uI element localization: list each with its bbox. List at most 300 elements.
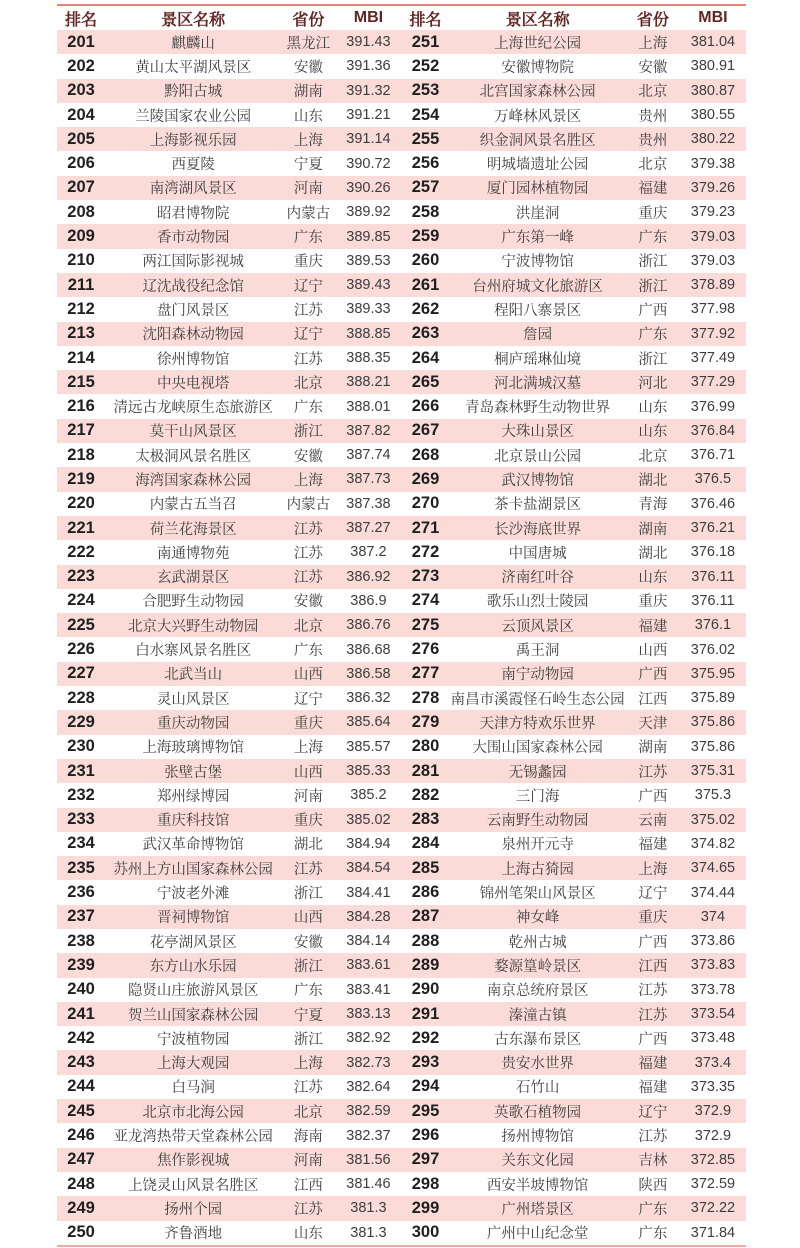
rank-cell-left: 239 bbox=[57, 953, 105, 977]
site-name-cell-right: 台州府城文化旅游区 bbox=[450, 273, 626, 297]
rank-cell-right: 291 bbox=[401, 1002, 449, 1026]
province-cell-left: 辽宁 bbox=[281, 273, 335, 297]
rank-cell-left: 228 bbox=[57, 686, 105, 710]
site-name-cell-left: 东方山水乐园 bbox=[105, 953, 281, 977]
site-name-cell-left: 兰陵国家农业公园 bbox=[105, 103, 281, 127]
site-name-cell-right: 大珠山景区 bbox=[450, 419, 626, 443]
table-row bbox=[57, 79, 746, 103]
rank-cell-left: 244 bbox=[57, 1075, 105, 1099]
table-row bbox=[57, 322, 746, 346]
table-row bbox=[57, 151, 746, 175]
rank-cell-left: 232 bbox=[57, 783, 105, 807]
mbi-cell-right: 376.11 bbox=[680, 589, 746, 613]
mbi-cell-right: 373.83 bbox=[680, 953, 746, 977]
rank-cell-left: 234 bbox=[57, 832, 105, 856]
rank-cell-left: 205 bbox=[57, 127, 105, 151]
province-cell-left: 江苏 bbox=[281, 1075, 335, 1099]
rank-cell-right: 279 bbox=[401, 710, 449, 734]
table-row bbox=[57, 808, 746, 832]
rank-cell-right: 260 bbox=[401, 249, 449, 273]
rank-cell-left: 230 bbox=[57, 735, 105, 759]
mbi-cell-left: 391.43 bbox=[335, 30, 401, 54]
rank-cell-left: 247 bbox=[57, 1148, 105, 1172]
table-row bbox=[57, 127, 746, 151]
site-name-cell-left: 海湾国家森林公园 bbox=[105, 467, 281, 491]
rank-cell-right: 261 bbox=[401, 273, 449, 297]
site-name-cell-right: 英歌石植物园 bbox=[450, 1099, 626, 1123]
rank-cell-right: 288 bbox=[401, 929, 449, 953]
province-cell-left: 山东 bbox=[281, 103, 335, 127]
mbi-cell-right: 373.35 bbox=[680, 1075, 746, 1099]
mbi-cell-left: 391.36 bbox=[335, 54, 401, 78]
site-name-cell-left: 合肥野生动物园 bbox=[105, 589, 281, 613]
mbi-cell-right: 373.78 bbox=[680, 978, 746, 1002]
mbi-cell-right: 374.65 bbox=[680, 856, 746, 880]
table-row bbox=[57, 1026, 746, 1050]
table-row bbox=[57, 370, 746, 394]
rank-cell-right: 253 bbox=[401, 79, 449, 103]
rank-cell-right: 256 bbox=[401, 151, 449, 175]
site-name-cell-left: 北武当山 bbox=[105, 662, 281, 686]
mbi-cell-left: 385.33 bbox=[335, 759, 401, 783]
site-name-cell-left: 重庆科技馆 bbox=[105, 808, 281, 832]
mbi-cell-left: 381.56 bbox=[335, 1148, 401, 1172]
rank-cell-left: 203 bbox=[57, 79, 105, 103]
province-cell-right: 北京 bbox=[626, 79, 680, 103]
province-cell-left: 内蒙古 bbox=[281, 492, 335, 516]
mbi-cell-right: 380.22 bbox=[680, 127, 746, 151]
province-cell-left: 江苏 bbox=[281, 346, 335, 370]
mbi-cell-right: 372.22 bbox=[680, 1196, 746, 1220]
site-name-cell-left: 太极洞风景名胜区 bbox=[105, 443, 281, 467]
table-row bbox=[57, 783, 746, 807]
site-name-cell-left: 灵山风景区 bbox=[105, 686, 281, 710]
site-name-cell-right: 詹园 bbox=[450, 322, 626, 346]
header-name-right: 景区名称 bbox=[450, 6, 626, 30]
province-cell-right: 福建 bbox=[626, 1075, 680, 1099]
mbi-cell-right: 374.82 bbox=[680, 832, 746, 856]
province-cell-right: 上海 bbox=[626, 856, 680, 880]
table-row bbox=[57, 467, 746, 491]
site-name-cell-right: 北京景山公园 bbox=[450, 443, 626, 467]
mbi-cell-left: 382.73 bbox=[335, 1050, 401, 1074]
rank-cell-left: 222 bbox=[57, 540, 105, 564]
mbi-cell-left: 389.33 bbox=[335, 297, 401, 321]
table-row bbox=[57, 880, 746, 904]
table-row bbox=[57, 565, 746, 589]
site-name-cell-left: 齐鲁酒地 bbox=[105, 1221, 281, 1245]
rank-cell-right: 271 bbox=[401, 516, 449, 540]
rank-cell-right: 297 bbox=[401, 1148, 449, 1172]
rank-cell-left: 242 bbox=[57, 1026, 105, 1050]
mbi-cell-left: 382.92 bbox=[335, 1026, 401, 1050]
province-cell-left: 江西 bbox=[281, 1172, 335, 1196]
province-cell-right: 浙江 bbox=[626, 346, 680, 370]
rank-cell-right: 262 bbox=[401, 297, 449, 321]
mbi-cell-left: 381.3 bbox=[335, 1221, 401, 1245]
rank-cell-right: 266 bbox=[401, 394, 449, 418]
site-name-cell-right: 长沙海底世界 bbox=[450, 516, 626, 540]
province-cell-left: 内蒙古 bbox=[281, 200, 335, 224]
mbi-cell-left: 387.73 bbox=[335, 467, 401, 491]
mbi-cell-right: 375.86 bbox=[680, 735, 746, 759]
site-name-cell-left: 花亭湖风景区 bbox=[105, 929, 281, 953]
mbi-cell-right: 373.54 bbox=[680, 1002, 746, 1026]
table-row bbox=[57, 1050, 746, 1074]
mbi-cell-left: 382.64 bbox=[335, 1075, 401, 1099]
rank-cell-right: 265 bbox=[401, 370, 449, 394]
table-row bbox=[57, 492, 746, 516]
table-row bbox=[57, 1123, 746, 1147]
province-cell-right: 陕西 bbox=[626, 1172, 680, 1196]
province-cell-right: 重庆 bbox=[626, 200, 680, 224]
ranking-table bbox=[57, 6, 746, 1245]
province-cell-right: 江苏 bbox=[626, 1002, 680, 1026]
site-name-cell-right: 茶卡盐湖景区 bbox=[450, 492, 626, 516]
rank-cell-right: 300 bbox=[401, 1221, 449, 1245]
site-name-cell-right: 锦州笔架山风景区 bbox=[450, 880, 626, 904]
mbi-cell-left: 386.9 bbox=[335, 589, 401, 613]
province-cell-left: 河南 bbox=[281, 176, 335, 200]
province-cell-left: 宁夏 bbox=[281, 151, 335, 175]
province-cell-right: 广东 bbox=[626, 224, 680, 248]
rank-cell-left: 207 bbox=[57, 176, 105, 200]
province-cell-right: 广东 bbox=[626, 1196, 680, 1220]
site-name-cell-left: 北京大兴野生动物园 bbox=[105, 613, 281, 637]
mbi-cell-right: 375.02 bbox=[680, 808, 746, 832]
mbi-cell-left: 384.94 bbox=[335, 832, 401, 856]
province-cell-right: 湖南 bbox=[626, 516, 680, 540]
mbi-cell-right: 380.55 bbox=[680, 103, 746, 127]
rank-cell-left: 225 bbox=[57, 613, 105, 637]
province-cell-left: 上海 bbox=[281, 735, 335, 759]
header-rank-left: 排名 bbox=[57, 6, 105, 30]
site-name-cell-right: 河北满城汉墓 bbox=[450, 370, 626, 394]
mbi-cell-left: 390.26 bbox=[335, 176, 401, 200]
header-rank-right: 排名 bbox=[401, 6, 449, 30]
site-name-cell-right: 古东瀑布景区 bbox=[450, 1026, 626, 1050]
mbi-cell-left: 384.54 bbox=[335, 856, 401, 880]
mbi-cell-right: 379.23 bbox=[680, 200, 746, 224]
site-name-cell-left: 盘门风景区 bbox=[105, 297, 281, 321]
table-row bbox=[57, 54, 746, 78]
mbi-cell-right: 376.71 bbox=[680, 443, 746, 467]
site-name-cell-right: 织金洞风景名胜区 bbox=[450, 127, 626, 151]
province-cell-right: 江西 bbox=[626, 686, 680, 710]
mbi-cell-left: 386.32 bbox=[335, 686, 401, 710]
mbi-cell-left: 385.2 bbox=[335, 783, 401, 807]
rank-cell-right: 284 bbox=[401, 832, 449, 856]
mbi-cell-left: 382.37 bbox=[335, 1123, 401, 1147]
site-name-cell-left: 南通博物苑 bbox=[105, 540, 281, 564]
rank-cell-left: 238 bbox=[57, 929, 105, 953]
rank-cell-right: 293 bbox=[401, 1050, 449, 1074]
site-name-cell-left: 隐贤山庄旅游风景区 bbox=[105, 978, 281, 1002]
site-name-cell-left: 上海大观园 bbox=[105, 1050, 281, 1074]
rank-cell-right: 264 bbox=[401, 346, 449, 370]
rank-cell-right: 276 bbox=[401, 637, 449, 661]
rank-cell-left: 209 bbox=[57, 224, 105, 248]
rank-cell-right: 280 bbox=[401, 735, 449, 759]
rank-cell-right: 273 bbox=[401, 565, 449, 589]
table-row bbox=[57, 637, 746, 661]
province-cell-left: 浙江 bbox=[281, 419, 335, 443]
rank-cell-left: 218 bbox=[57, 443, 105, 467]
table-row bbox=[57, 394, 746, 418]
table-row bbox=[57, 419, 746, 443]
rank-cell-left: 226 bbox=[57, 637, 105, 661]
rank-cell-left: 213 bbox=[57, 322, 105, 346]
table-row bbox=[57, 103, 746, 127]
rank-cell-left: 241 bbox=[57, 1002, 105, 1026]
site-name-cell-right: 西安半坡博物馆 bbox=[450, 1172, 626, 1196]
province-cell-left: 湖南 bbox=[281, 79, 335, 103]
site-name-cell-right: 万峰林风景区 bbox=[450, 103, 626, 127]
province-cell-left: 安徽 bbox=[281, 54, 335, 78]
province-cell-left: 辽宁 bbox=[281, 322, 335, 346]
table-row bbox=[57, 1002, 746, 1026]
province-cell-right: 上海 bbox=[626, 30, 680, 54]
province-cell-left: 重庆 bbox=[281, 808, 335, 832]
rank-cell-right: 251 bbox=[401, 30, 449, 54]
mbi-cell-right: 375.95 bbox=[680, 662, 746, 686]
mbi-cell-right: 372.9 bbox=[680, 1099, 746, 1123]
site-name-cell-right: 南昌市溪霞怪石岭生态公园 bbox=[450, 686, 626, 710]
rank-cell-left: 215 bbox=[57, 370, 105, 394]
province-cell-left: 江苏 bbox=[281, 856, 335, 880]
rank-cell-left: 249 bbox=[57, 1196, 105, 1220]
site-name-cell-right: 婺源篁岭景区 bbox=[450, 953, 626, 977]
rank-cell-left: 206 bbox=[57, 151, 105, 175]
mbi-cell-left: 391.21 bbox=[335, 103, 401, 127]
mbi-cell-right: 376.11 bbox=[680, 565, 746, 589]
mbi-cell-left: 388.01 bbox=[335, 394, 401, 418]
rank-cell-right: 298 bbox=[401, 1172, 449, 1196]
province-cell-left: 海南 bbox=[281, 1123, 335, 1147]
rank-cell-right: 292 bbox=[401, 1026, 449, 1050]
rank-cell-left: 201 bbox=[57, 30, 105, 54]
table-row bbox=[57, 759, 746, 783]
province-cell-left: 山西 bbox=[281, 662, 335, 686]
mbi-cell-right: 372.9 bbox=[680, 1123, 746, 1147]
table-row bbox=[57, 905, 746, 929]
rank-cell-right: 286 bbox=[401, 880, 449, 904]
province-cell-left: 湖北 bbox=[281, 832, 335, 856]
site-name-cell-left: 西夏陵 bbox=[105, 151, 281, 175]
province-cell-right: 江苏 bbox=[626, 978, 680, 1002]
province-cell-left: 河南 bbox=[281, 783, 335, 807]
province-cell-left: 广东 bbox=[281, 394, 335, 418]
province-cell-left: 安徽 bbox=[281, 589, 335, 613]
province-cell-left: 重庆 bbox=[281, 249, 335, 273]
site-name-cell-left: 扬州个园 bbox=[105, 1196, 281, 1220]
province-cell-right: 山东 bbox=[626, 565, 680, 589]
rank-cell-right: 294 bbox=[401, 1075, 449, 1099]
province-cell-left: 北京 bbox=[281, 1099, 335, 1123]
header-mbi-left: MBI bbox=[335, 6, 401, 30]
rank-cell-right: 263 bbox=[401, 322, 449, 346]
table-row bbox=[57, 273, 746, 297]
rank-cell-right: 295 bbox=[401, 1099, 449, 1123]
site-name-cell-right: 云南野生动物园 bbox=[450, 808, 626, 832]
province-cell-right: 吉林 bbox=[626, 1148, 680, 1172]
site-name-cell-left: 白马涧 bbox=[105, 1075, 281, 1099]
site-name-cell-left: 上海影视乐园 bbox=[105, 127, 281, 151]
mbi-cell-right: 375.3 bbox=[680, 783, 746, 807]
rank-cell-right: 281 bbox=[401, 759, 449, 783]
site-name-cell-left: 焦作影视城 bbox=[105, 1148, 281, 1172]
rank-cell-left: 210 bbox=[57, 249, 105, 273]
site-name-cell-right: 天津方特欢乐世界 bbox=[450, 710, 626, 734]
mbi-cell-right: 380.87 bbox=[680, 79, 746, 103]
site-name-cell-left: 宁波老外滩 bbox=[105, 880, 281, 904]
site-name-cell-right: 扬州博物馆 bbox=[450, 1123, 626, 1147]
mbi-cell-left: 389.92 bbox=[335, 200, 401, 224]
site-name-cell-left: 莫干山风景区 bbox=[105, 419, 281, 443]
mbi-cell-right: 372.85 bbox=[680, 1148, 746, 1172]
table-row bbox=[57, 1148, 746, 1172]
rank-cell-left: 219 bbox=[57, 467, 105, 491]
mbi-cell-left: 384.28 bbox=[335, 905, 401, 929]
mbi-cell-left: 382.59 bbox=[335, 1099, 401, 1123]
mbi-cell-right: 375.86 bbox=[680, 710, 746, 734]
rank-cell-left: 231 bbox=[57, 759, 105, 783]
mbi-cell-right: 374 bbox=[680, 905, 746, 929]
site-name-cell-right: 洪崖洞 bbox=[450, 200, 626, 224]
province-cell-right: 江苏 bbox=[626, 1123, 680, 1147]
mbi-cell-right: 377.29 bbox=[680, 370, 746, 394]
site-name-cell-right: 乾州古城 bbox=[450, 929, 626, 953]
table-row bbox=[57, 953, 746, 977]
province-cell-right: 广西 bbox=[626, 297, 680, 321]
rank-cell-right: 255 bbox=[401, 127, 449, 151]
mbi-cell-right: 379.26 bbox=[680, 176, 746, 200]
rank-cell-left: 237 bbox=[57, 905, 105, 929]
mbi-cell-left: 389.85 bbox=[335, 224, 401, 248]
mbi-cell-right: 377.92 bbox=[680, 322, 746, 346]
province-cell-right: 福建 bbox=[626, 832, 680, 856]
table-row bbox=[57, 589, 746, 613]
province-cell-right: 江苏 bbox=[626, 759, 680, 783]
mbi-cell-left: 389.43 bbox=[335, 273, 401, 297]
rank-cell-right: 274 bbox=[401, 589, 449, 613]
province-cell-left: 山西 bbox=[281, 759, 335, 783]
province-cell-right: 福建 bbox=[626, 176, 680, 200]
site-name-cell-right: 大围山国家森林公园 bbox=[450, 735, 626, 759]
table-row bbox=[57, 710, 746, 734]
province-cell-left: 安徽 bbox=[281, 929, 335, 953]
mbi-cell-left: 387.2 bbox=[335, 540, 401, 564]
rank-cell-right: 269 bbox=[401, 467, 449, 491]
site-name-cell-right: 上海世纪公园 bbox=[450, 30, 626, 54]
mbi-cell-left: 388.21 bbox=[335, 370, 401, 394]
site-name-cell-right: 关东文化园 bbox=[450, 1148, 626, 1172]
province-cell-left: 北京 bbox=[281, 613, 335, 637]
mbi-cell-left: 385.64 bbox=[335, 710, 401, 734]
site-name-cell-right: 济南红叶谷 bbox=[450, 565, 626, 589]
site-name-cell-right: 南京总统府景区 bbox=[450, 978, 626, 1002]
province-cell-right: 江西 bbox=[626, 953, 680, 977]
province-cell-right: 天津 bbox=[626, 710, 680, 734]
site-name-cell-left: 两江国际影视城 bbox=[105, 249, 281, 273]
rank-cell-right: 282 bbox=[401, 783, 449, 807]
province-cell-left: 宁夏 bbox=[281, 1002, 335, 1026]
table-row bbox=[57, 1221, 746, 1245]
site-name-cell-right: 中国唐城 bbox=[450, 540, 626, 564]
mbi-cell-right: 372.59 bbox=[680, 1172, 746, 1196]
site-name-cell-left: 北京市北海公园 bbox=[105, 1099, 281, 1123]
rank-cell-right: 272 bbox=[401, 540, 449, 564]
site-name-cell-right: 厦门园林植物园 bbox=[450, 176, 626, 200]
site-name-cell-left: 郑州绿博园 bbox=[105, 783, 281, 807]
site-name-cell-left: 贺兰山国家森林公园 bbox=[105, 1002, 281, 1026]
table-row bbox=[57, 735, 746, 759]
province-cell-left: 山西 bbox=[281, 905, 335, 929]
mbi-cell-right: 376.5 bbox=[680, 467, 746, 491]
mbi-cell-right: 376.21 bbox=[680, 516, 746, 540]
site-name-cell-right: 云顶风景区 bbox=[450, 613, 626, 637]
site-name-cell-right: 石竹山 bbox=[450, 1075, 626, 1099]
rank-cell-right: 267 bbox=[401, 419, 449, 443]
province-cell-left: 上海 bbox=[281, 127, 335, 151]
province-cell-left: 安徽 bbox=[281, 443, 335, 467]
rank-cell-right: 289 bbox=[401, 953, 449, 977]
rank-cell-left: 246 bbox=[57, 1123, 105, 1147]
mbi-cell-left: 390.72 bbox=[335, 151, 401, 175]
province-cell-right: 河北 bbox=[626, 370, 680, 394]
province-cell-right: 广东 bbox=[626, 1221, 680, 1245]
mbi-cell-left: 385.57 bbox=[335, 735, 401, 759]
rank-cell-right: 299 bbox=[401, 1196, 449, 1220]
mbi-cell-right: 379.38 bbox=[680, 151, 746, 175]
table-row bbox=[57, 662, 746, 686]
mbi-cell-right: 375.89 bbox=[680, 686, 746, 710]
table-row bbox=[57, 516, 746, 540]
site-name-cell-left: 晋祠博物馆 bbox=[105, 905, 281, 929]
mbi-cell-left: 391.32 bbox=[335, 79, 401, 103]
table-row bbox=[57, 176, 746, 200]
site-name-cell-left: 昭君博物院 bbox=[105, 200, 281, 224]
table-row bbox=[57, 200, 746, 224]
mbi-cell-left: 386.68 bbox=[335, 637, 401, 661]
site-name-cell-left: 沈阳森林动物园 bbox=[105, 322, 281, 346]
site-name-cell-left: 白水寨风景名胜区 bbox=[105, 637, 281, 661]
province-cell-right: 重庆 bbox=[626, 905, 680, 929]
site-name-cell-right: 贵安水世界 bbox=[450, 1050, 626, 1074]
table-row bbox=[57, 929, 746, 953]
province-cell-right: 湖北 bbox=[626, 540, 680, 564]
site-name-cell-right: 神女峰 bbox=[450, 905, 626, 929]
table-row bbox=[57, 978, 746, 1002]
table-row bbox=[57, 1099, 746, 1123]
site-name-cell-right: 宁波博物馆 bbox=[450, 249, 626, 273]
site-name-cell-left: 上饶灵山风景名胜区 bbox=[105, 1172, 281, 1196]
province-cell-right: 广西 bbox=[626, 929, 680, 953]
rank-cell-right: 277 bbox=[401, 662, 449, 686]
mbi-cell-left: 384.41 bbox=[335, 880, 401, 904]
province-cell-right: 北京 bbox=[626, 151, 680, 175]
rank-cell-left: 235 bbox=[57, 856, 105, 880]
table-row bbox=[57, 346, 746, 370]
province-cell-left: 黑龙江 bbox=[281, 30, 335, 54]
province-cell-right: 广西 bbox=[626, 783, 680, 807]
mbi-cell-right: 374.44 bbox=[680, 880, 746, 904]
table-row bbox=[57, 613, 746, 637]
site-name-cell-left: 徐州博物馆 bbox=[105, 346, 281, 370]
site-name-cell-left: 亚龙湾热带天堂森林公园 bbox=[105, 1123, 281, 1147]
province-cell-left: 浙江 bbox=[281, 953, 335, 977]
site-name-cell-right: 溱潼古镇 bbox=[450, 1002, 626, 1026]
